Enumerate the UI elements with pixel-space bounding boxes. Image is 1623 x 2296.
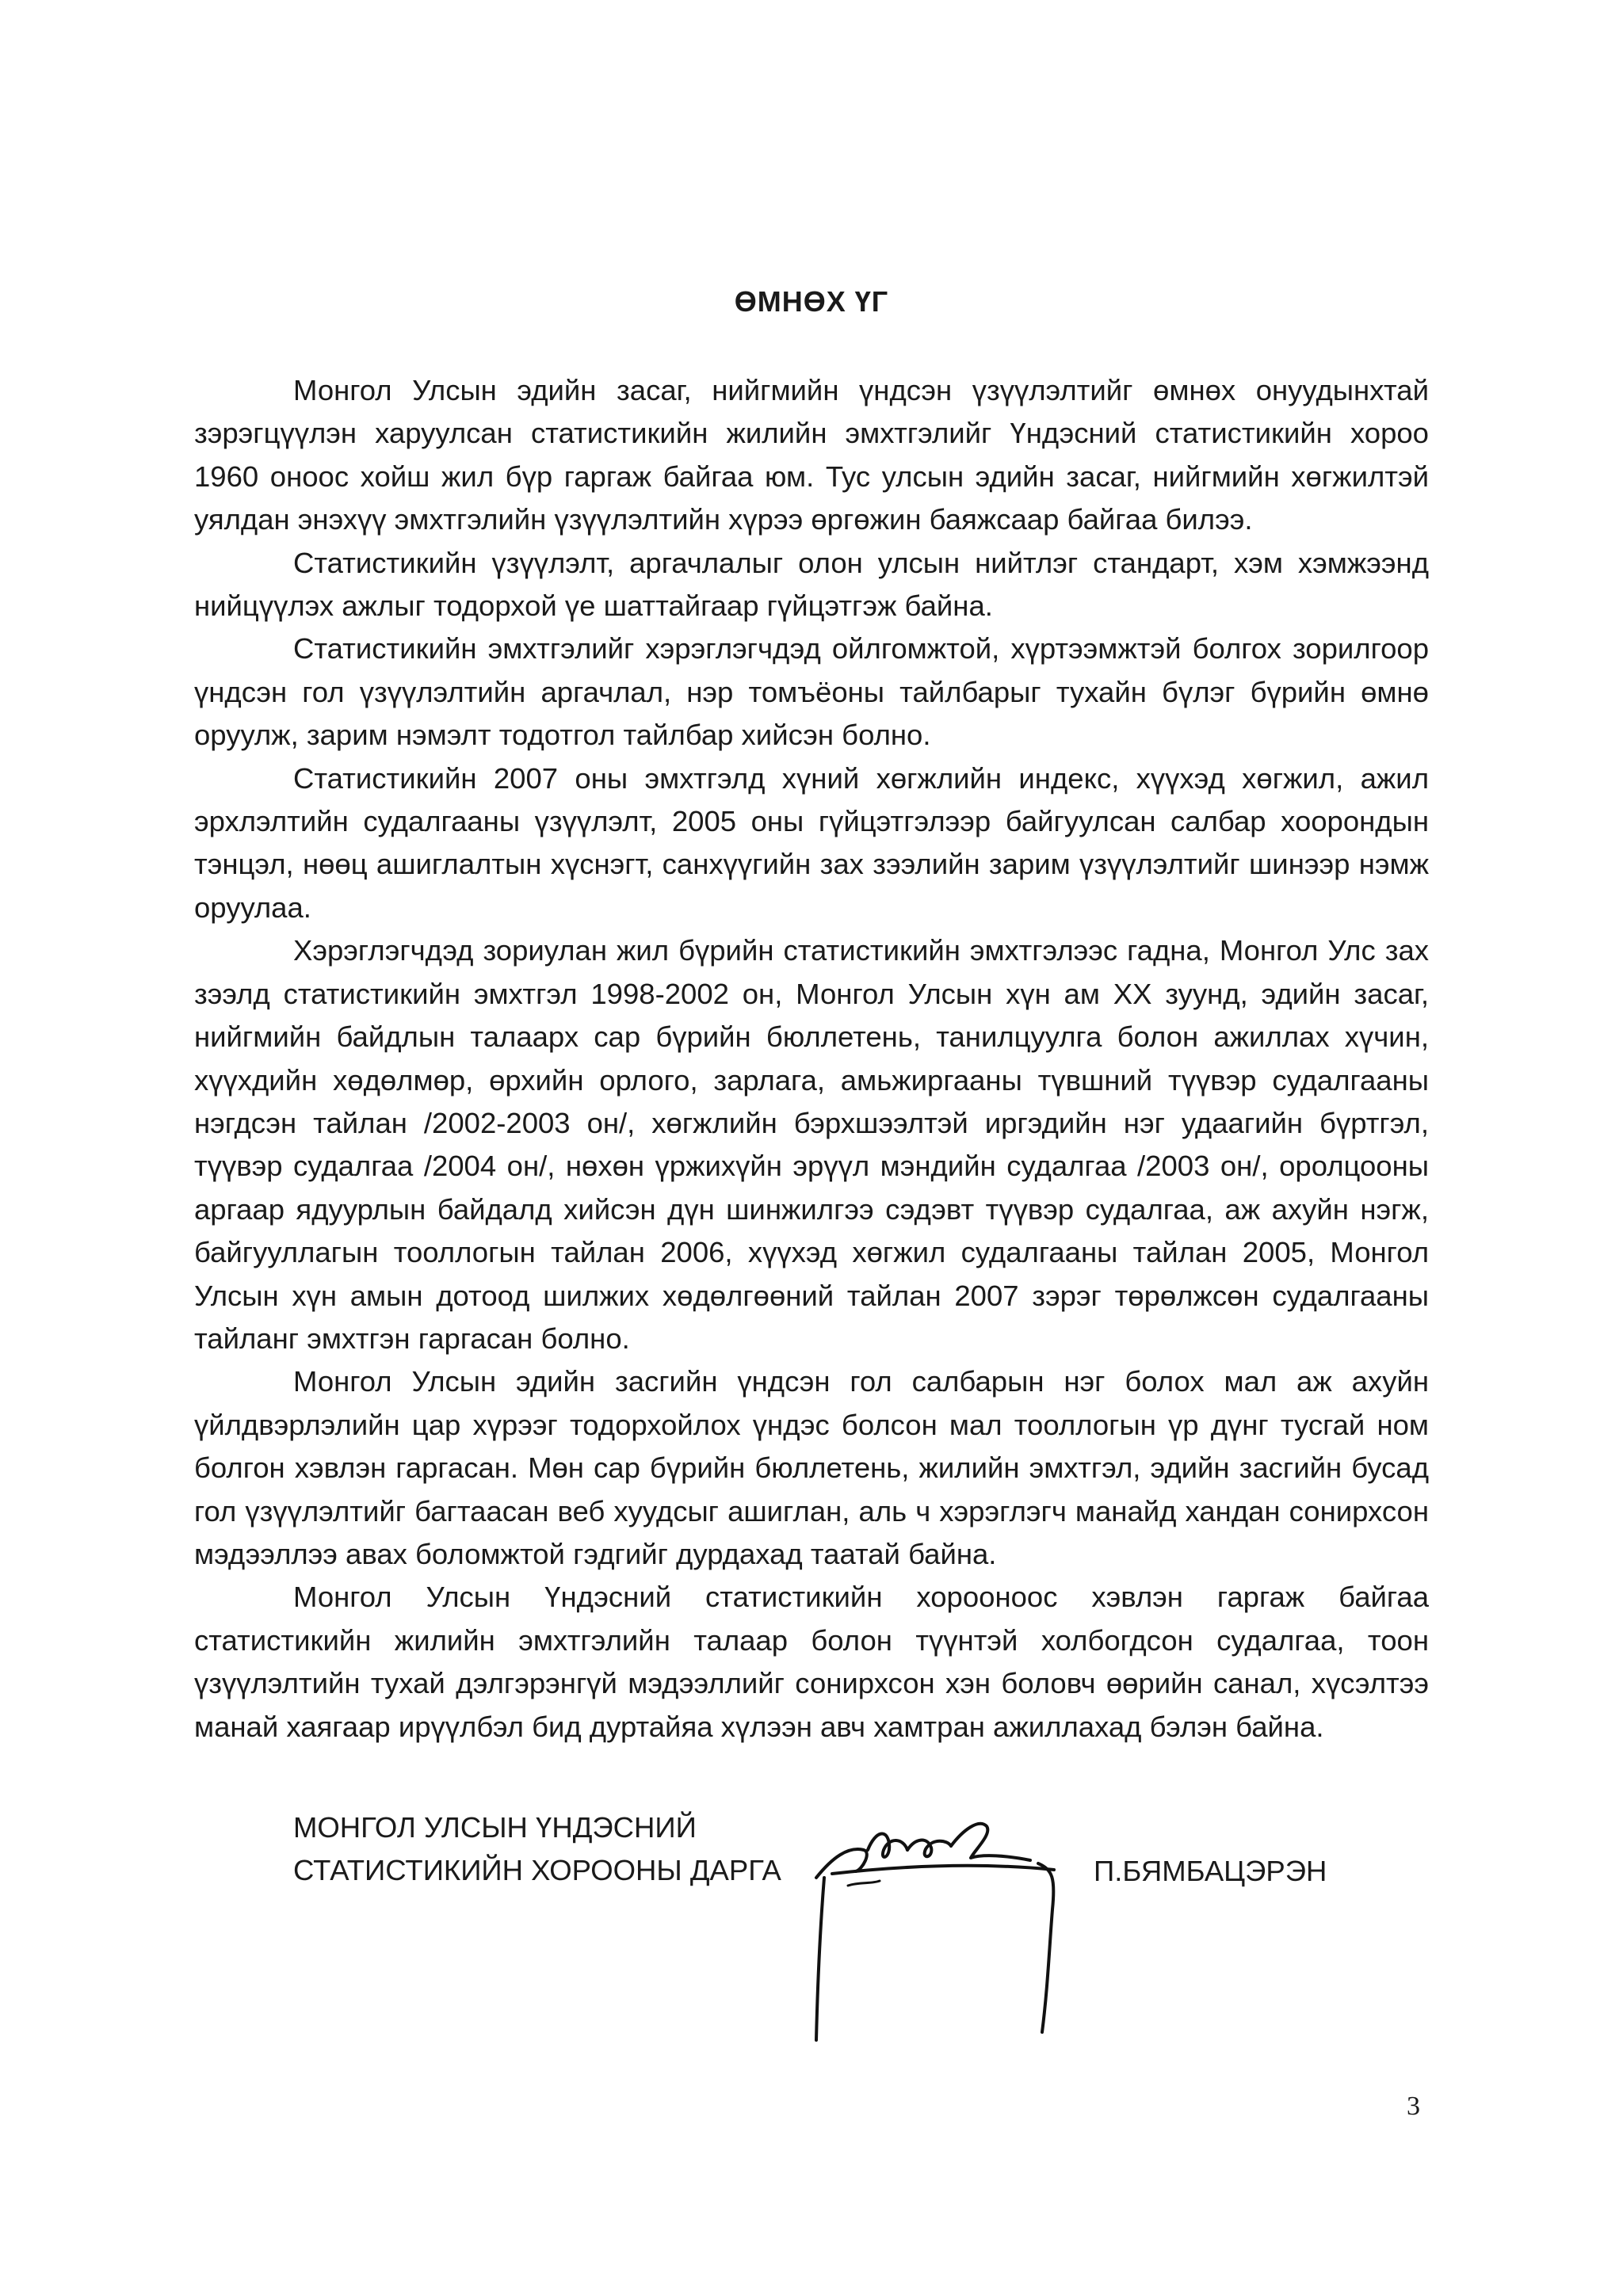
paragraph: Статистикийн эмхтгэлийг хэрэглэгчдэд ойлгомжтой, хүртээмжтэй болгох зорилгоор үндсэн гол үзүүлэлтийн аргачлал, нэр томъёоны тайлбарыг тухайн бүлэг бүрийн өмнө оруулж, зарим нэмэлт тодотгол тайлбар хийсэн болно. (194, 632, 1429, 752)
paragraph: Монгол Улсын эдийн засгийн үндсэн гол салбарын нэг болох мал аж ахуйн үйлдвэрлэлийн цар хүрээг тодорхойлох үндэс болсон мал тооллогын үр дүнг тусгай ном болгон хэвлэн гаргасан. Мөн сар бүрийн бюллетень, жилийн эмхтгэл, эдийн засгийн бусад гол үзүүлэлтийг багтаасан веб хуудсыг ашиглан, аль ч хэрэглэгч манайд хандан сонирхсон мэдээллээ авах боломжтой гэдгийг дурдахад таатай байна. (194, 1365, 1429, 1570)
paragraph: Статистикийн 2007 оны эмхтгэлд хүний хөгжлийн индекс, хүүхэд хөгжил, ажил эрхлэлтийн судалгааны үзүүлэлт, 2005 оны гүйцэтгэлээр байгуулсан салбар хоорондын тэнцэл, нөөц ашиглалтын хүснэгт, санхүүгийн зах зээлийн зарим үзүүлэлтийг шинээр нэмж оруулаа. (194, 761, 1429, 924)
handwritten-signature (800, 1814, 1070, 2044)
signer-position-line-2: СТАТИСТИКИЙН ХОРООНЫ ДАРГА (293, 1854, 781, 1886)
page-title: ӨМНӨХ ҮГ (734, 285, 889, 318)
page-number: 3 (1407, 2092, 1420, 2121)
paragraph: Статистикийн үзүүлэлт, аргачлалыг олон улсын нийтлэг стандарт, хэм хэмжээнд нийцүүлэх ажлыг тодорхой үе шаттайгаар гүйцэтгэж байна. (194, 546, 1429, 623)
signature-title-block (293, 1806, 781, 1892)
signer-name: П.БЯМБАЦЭРЭН (1094, 1855, 1327, 1887)
body-text (194, 369, 1429, 1749)
paragraph: Хэрэглэгчдэд зориулан жил бүрийн статистикийн эмхтгэлээс гадна, Монгол Улс зах зээлд статистикийн эмхтгэл 1998-2002 он, Монгол Улсын хүн ам XX зуунд, эдийн засаг, нийгмийн байдлын талаарх сар бүрийн бюллетень, танилцуулга болон ажиллах хүчин, хүүхдийн хөдөлмөр, өрхийн орлого, зарлага, амьжиргааны түвшний түүвэр судалгааны нэгдсэн тайлан /2002-2003 он/, хөгжлийн бэрхшээлтэй иргэдийн нэг удаагийн бүртгэл, түүвэр судалгаа /2004 он/, нөхөн үржихүйн эрүүл мэндийн судалгаа /2003 он/, оролцооны аргаар ядуурлын байдалд хийсэн дүн шинжилгээ сэдэвт түүвэр судалгаа, аж ахуйн нэгж, байгууллагын тооллогын тайлан 2006, хүүхэд хөгжил судалгааны тайлан 2005, Монгол Улсын хүн амын дотоод шилжих хөдөлгөөний тайлан 2007 зэрэг төрөлжсөн судалгааны тайланг эмхтгэн гаргасан болно. (194, 934, 1429, 1355)
signer-position-line-1: МОНГОЛ УЛСЫН ҮНДЭСНИЙ (293, 1811, 697, 1844)
paragraph: Монгол Улсын эдийн засаг, нийгмийн үндсэн үзүүлэлтийг өмнөх онуудынхтай зэрэгцүүлэн харуулсан статистикийн жилийн эмхтгэлийг Үндэсний статистикийн хороо 1960 оноос хойш жил бүр гаргаж байгаа юм. Тус улсын эдийн засаг, нийгмийн хөгжилтэй уялдан энэхүү эмхтгэлийн үзүүлэлтийн хүрээ өргөжин баяжсаар байгаа билээ. (194, 374, 1429, 536)
paragraph: Монгол Улсын Үндэсний статистикийн хорооноос хэвлэн гаргаж байгаа статистикийн жилийн эмхтгэлийн талаар болон түүнтэй холбогдсон судалгаа, тоон үзүүлэлтийн тухай дэлгэрэнгүй мэдээллийг сонирхсон хэн боловч өөрийн санал, хүсэлтээ манай хаягаар ирүүлбэл бид дуртайяа хүлээн авч хамтран ажиллахад бэлэн байна. (194, 1581, 1429, 1743)
